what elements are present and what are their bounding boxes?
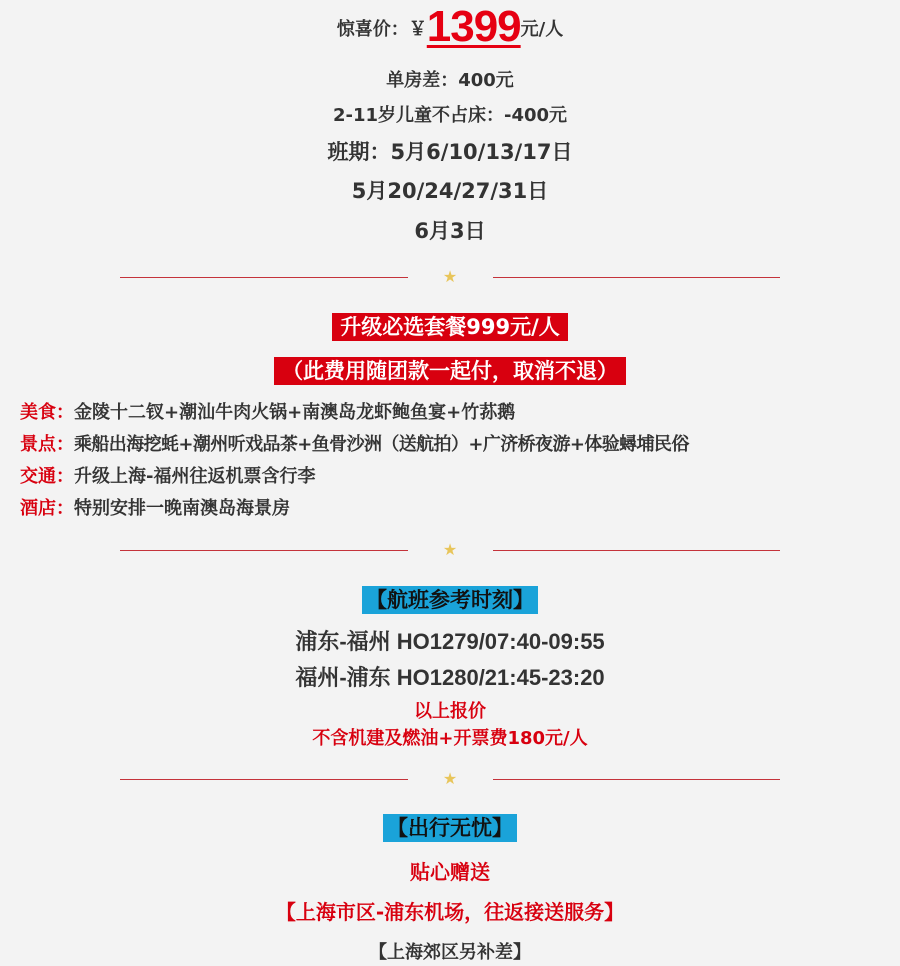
upgrade-title: 升级必选套餐999元/人 <box>332 313 568 341</box>
package-item-value: 乘船出海挖蚝+潮州听戏品茶+鱼骨沙洲（送航拍）+广济桥夜游+体验蟳埔民俗 <box>74 434 689 455</box>
package-item-key: 酒店： <box>20 498 74 519</box>
single-room-surcharge: 单房差：400元 <box>386 70 514 91</box>
flight-note-1: 以上报价 <box>414 701 486 722</box>
package-item-key: 美食： <box>20 402 74 423</box>
travel-title: 【出行无忧】 <box>383 814 517 842</box>
divider <box>0 540 900 560</box>
star-icon: ★ <box>442 540 458 559</box>
divider <box>0 769 900 789</box>
flights-title-wrap <box>0 586 900 614</box>
package-item-hotel <box>20 494 290 520</box>
flight-outbound: 浦东-福州 HO1279/07:40-09:55 <box>295 629 605 654</box>
gift-label: 贴心赠送 <box>410 860 490 884</box>
flights-title: 【航班参考时刻】 <box>362 586 538 614</box>
upgrade-note-wrap <box>0 357 900 385</box>
flight-note-2: 不含机建及燃油+开票费180元/人 <box>312 728 588 749</box>
schedule-line-3: 6月3日 <box>414 219 486 243</box>
price-unit: 元/人 <box>520 19 564 40</box>
star-icon: ★ <box>442 769 458 788</box>
price-line <box>0 2 900 50</box>
package-item-value: 特别安排一晚南澳岛海景房 <box>74 498 290 519</box>
upgrade-title-wrap <box>0 313 900 341</box>
flight-return: 福州-浦东 HO1280/21:45-23:20 <box>295 665 605 690</box>
child-price: 2-11岁儿童不占床：-400元 <box>332 105 568 126</box>
schedule-line-2: 5月20/24/27/31日 <box>351 179 549 203</box>
package-item-transport <box>20 462 315 488</box>
package-item-value: 金陵十二钗+潮汕牛肉火锅+南澳岛龙虾鲍鱼宴+竹荪鹅 <box>74 402 516 423</box>
star-icon: ★ <box>442 267 458 286</box>
schedule-line-1: 班期：5月6/10/13/17日 <box>327 140 573 164</box>
divider <box>0 267 900 287</box>
travel-title-wrap <box>0 814 900 842</box>
suburb-surcharge: 【上海郊区另补差】 <box>369 942 531 963</box>
price-amount: 1399 <box>426 2 521 51</box>
package-item-key: 景点： <box>20 434 74 455</box>
package-item-food <box>20 398 515 424</box>
package-item-sights <box>20 430 689 456</box>
transfer-service: 【上海市区-浦东机场，往返接送服务】 <box>275 900 625 924</box>
price-label: 惊喜价：￥ <box>336 19 427 40</box>
package-item-value: 升级上海-福州往返机票含行李 <box>74 466 316 487</box>
upgrade-note: （此费用随团款一起付，取消不退） <box>274 357 626 385</box>
package-item-key: 交通： <box>20 466 74 487</box>
